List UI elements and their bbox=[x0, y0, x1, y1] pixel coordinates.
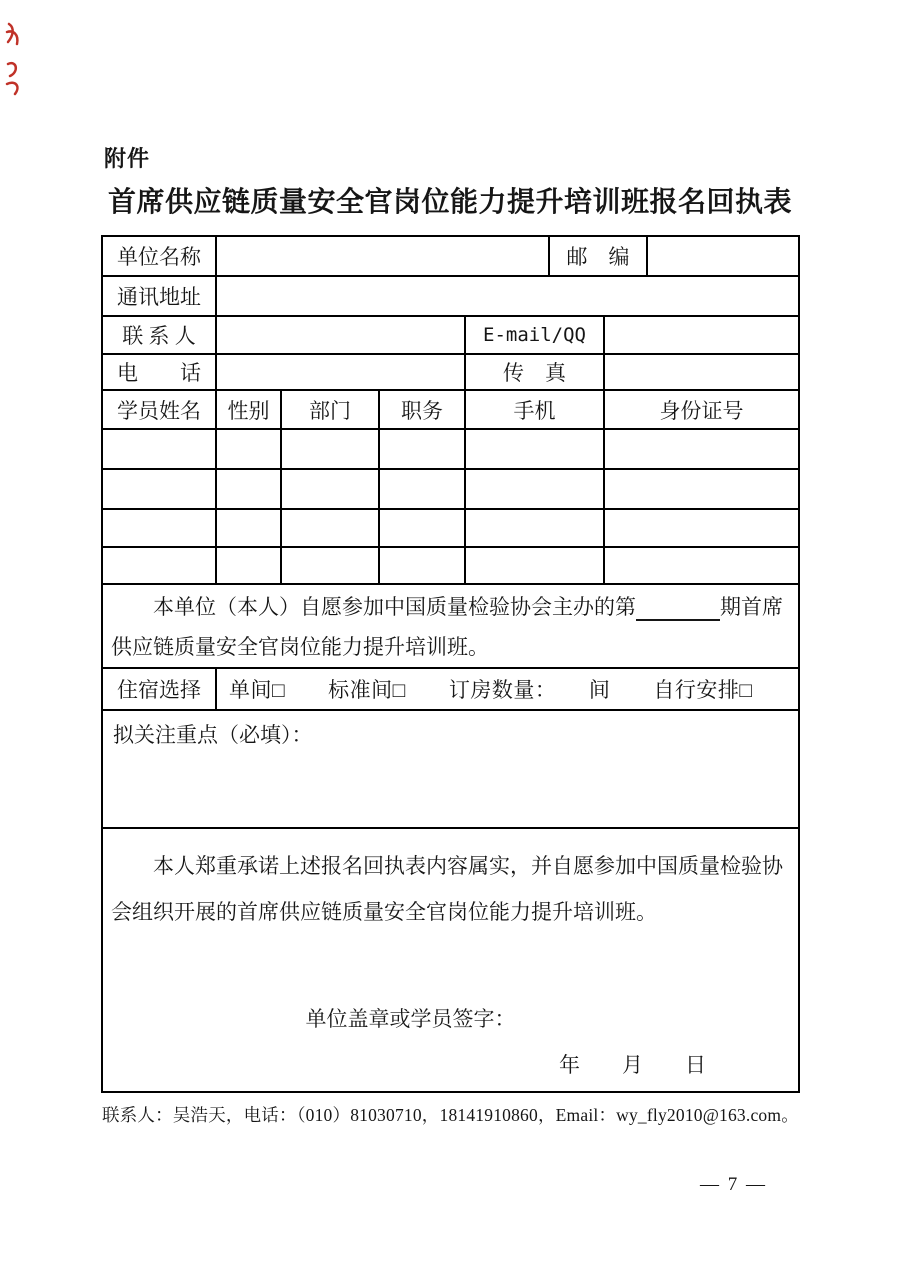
lodging-label: 住宿选择 bbox=[103, 669, 217, 711]
participation-part2: 期首席供应链质量安全官岗位能力提升培训班。 bbox=[111, 595, 783, 659]
page-title: 首席供应链质量安全官岗位能力提升培训班报名回执表 bbox=[107, 186, 792, 217]
attachment-label: 附件 bbox=[104, 146, 151, 171]
contact-label: 联 系 人 bbox=[103, 317, 217, 355]
email-qq-label: E-mail/QQ bbox=[466, 317, 605, 355]
table-row-contact bbox=[103, 317, 798, 355]
id-number-header: 身份证号 bbox=[605, 391, 798, 430]
participation-row bbox=[103, 585, 798, 669]
fax-label: 传 真 bbox=[466, 355, 605, 391]
student-row-empty bbox=[103, 470, 798, 510]
address-field bbox=[217, 277, 798, 317]
unit-name-field bbox=[217, 237, 550, 277]
lodging-row bbox=[103, 669, 798, 711]
student-row-empty bbox=[103, 430, 798, 470]
student-name-header: 学员姓名 bbox=[103, 391, 217, 430]
page-number: — 7 — bbox=[700, 1174, 767, 1195]
unit-name-label: 单位名称 bbox=[103, 237, 217, 277]
postcode-label: 邮 编 bbox=[550, 237, 648, 277]
participation-text bbox=[103, 585, 798, 669]
fax-field bbox=[605, 355, 798, 391]
student-row-empty bbox=[103, 548, 798, 585]
participation-part1: 本单位（本人）自愿参加中国质量检验协会主办的第 bbox=[153, 595, 636, 619]
focus-label: 拟关注重点（必填）： bbox=[113, 723, 313, 747]
commitment-row bbox=[103, 829, 798, 1091]
table-row-phone bbox=[103, 355, 798, 391]
address-label: 通讯地址 bbox=[103, 277, 217, 317]
position-header: 职务 bbox=[380, 391, 466, 430]
mobile-header: 手机 bbox=[466, 391, 605, 430]
students-header-row bbox=[103, 391, 798, 430]
postcode-field bbox=[648, 237, 798, 277]
table-row-unit-name bbox=[103, 237, 798, 277]
email-qq-field bbox=[605, 317, 798, 355]
focus-row bbox=[103, 711, 798, 829]
department-header: 部门 bbox=[282, 391, 380, 430]
student-row-empty bbox=[103, 510, 798, 548]
gender-header: 性别 bbox=[217, 391, 282, 430]
footer-contact-info: 联系人：吴浩天，电话：（010）81030710，18141910860，Email：wy_fly2010@163.com。 bbox=[102, 1105, 799, 1125]
commitment-text: 本人郑重承诺上述报名回执表内容属实，并自愿参加中国质量检验协会组织开展的首席供应链质量安全官岗位能力提升培训班。 bbox=[111, 854, 783, 924]
date-label: 年 月 日 bbox=[559, 1053, 706, 1077]
signature-label: 单位盖章或学员签字： bbox=[305, 1007, 516, 1031]
red-pen-marks bbox=[5, 20, 29, 100]
commitment-block bbox=[103, 829, 798, 1091]
focus-field bbox=[103, 711, 798, 829]
phone-label: 电 话 bbox=[103, 355, 217, 391]
registration-form-table bbox=[101, 235, 800, 1093]
session-number-blank bbox=[636, 595, 720, 621]
phone-field bbox=[217, 355, 466, 391]
contact-field bbox=[217, 317, 466, 355]
lodging-options: 单间□ 标准间□ 订房数量： 间 自行安排□ bbox=[217, 669, 798, 711]
table-row-address bbox=[103, 277, 798, 317]
